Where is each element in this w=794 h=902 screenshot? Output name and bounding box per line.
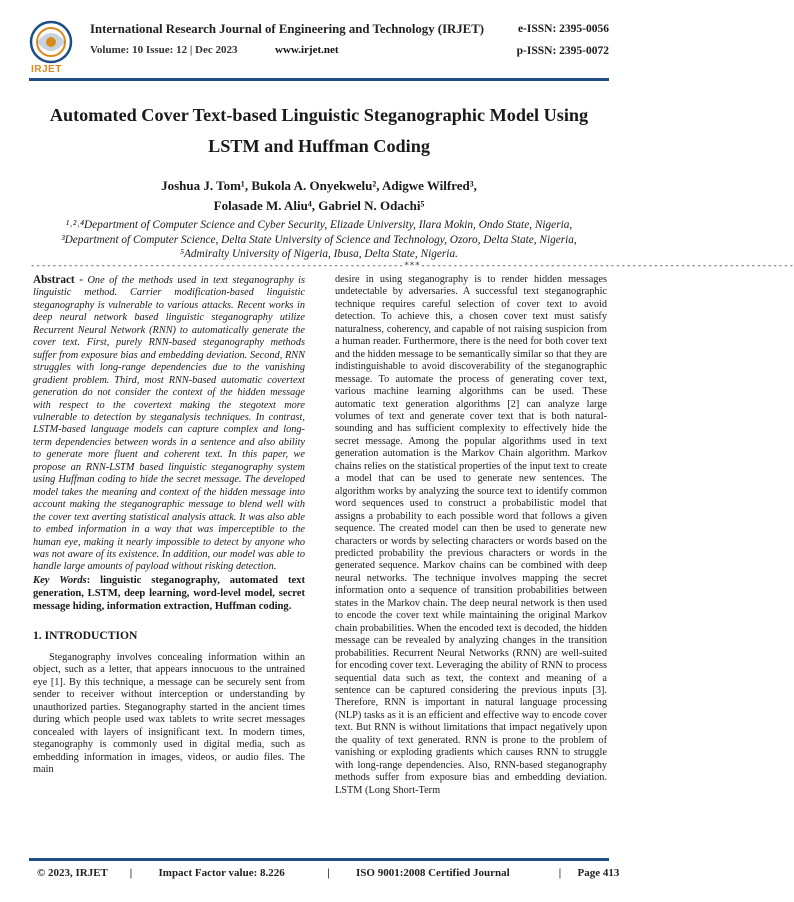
footer-copyright: © 2023, IRJET	[37, 867, 108, 879]
affiliation-3: ⁵Admiralty University of Nigeria, Ibusa, Delta State, Nigeria.	[180, 248, 458, 260]
journal-header	[0, 14, 638, 84]
abstract-label: Abstract -	[33, 274, 84, 286]
affiliation-1: ¹˒²˒⁴Department of Computer Science and Cyber Security, Elizade University, Ilara Mokin, Ondo State, Nigeria,	[65, 219, 573, 231]
abstract	[33, 274, 305, 574]
pissn: p-ISSN: 2395-0072	[516, 45, 609, 57]
left-column	[33, 274, 305, 776]
introduction-paragraph-right: desire in using steganography is to render hidden messages undetectable by adversaries. A successful text steganographic technique requires careful selection of cover text to avoid detection. To achieve this, a chosen cover text must satisfy naturalness, coherency, and capable of not raising suspicion from a human reader. Furthermore, there is the need for both cover text and the hidden message to be semantically similar so that they are indistinguishable to avoid discoverability of the steganographic message. To automate the process of generating cover text, various machine learning algorithms can be used. These automatic text generation algorithms [2] can analyze large volumes of text and generate cover text that is both natural-sounding and has sufficient complexity to effectively hide the secret message. Among the popular algorithms used in text generation automation is the Markov Chain algorithm. Markov chains relies on the statistical properties of the input text to create a model that can be used to generate new sentences. The algorithm works by analyzing the source text to identify common word sequences used to construct a probabilistic model that assigns a probability to each possible word that follows a given sequence. The created model can then be used to generate new characters or words by selecting characters or words based on the predicted probability the previous characters or words in the generated sequence. Markov chains can be combined with deep neural networks. The technique involves mapping the secret information onto a sequence of transition probabilities between states in the Markov chain. The deep neural network is then used to encode the cover text while maintaining the original Markov chain probabilities. When the encoded text is decoded, the hidden message can be revealed by analyzing changes in the transition probabilities. Recurrent Neural Networks (RNN) are well-suited for encoding cover text. Leveraging the ability of RNN to process sequential data such as text, the context and meaning of a sentence can be captured considering the previous inputs [3]. Therefore, RNN is important in natural language processing (NLP) tasks as it is an efficient and effective way to encode cover text. But RNN is without limitations that impact negatively upon the quality of text generated. RNN is prone to the problem of vanishing or exploding gradients which causes RNN to struggle with long-range dependencies. Also, RNN-based steganography methods suffer from exposure bias and embedding deviation. LSTM (Long Short-Term	[335, 274, 607, 796]
introduction-paragraph-left: Steganography involves concealing information within an object, such as a letter, that appears innocuous to the untrained eye [1]. By this technique, a message can be securely sent from sender to receiver without interception or understanding by unauthorized parties. Steganography started in the ancient times during which people used wax tablets to write secret messages concealed with layers of insignificant text. In modern times, steganography is commonly used in digital media, such as embedding information in images, videos, or audio files. The main	[33, 651, 305, 775]
journal-name: International Research Journal of Engineering and Technology (IRJET)	[90, 22, 485, 36]
section-separator: ---------------------------------------------------------------------***---------------------------------------------------------------------	[30, 261, 794, 271]
keywords-text: : linguistic steganography, automated text generation, LSTM, deep learning, word-level model, secret message hiding, information extraction, Huffman coding.	[33, 574, 306, 612]
irjet-logo-icon	[29, 20, 73, 64]
keywords-label: Key Words	[33, 574, 87, 586]
footer-divider	[29, 858, 609, 861]
paper-title: Automated Cover Text-based Linguistic Steganographic Model Using LSTM and Huffman Coding	[49, 105, 589, 156]
footer-separator: |	[327, 867, 330, 879]
authors-line-2: Folasade M. Aliu⁴, Gabriel N. Odachi⁵	[213, 198, 425, 213]
affiliation-2: ³Department of Computer Science, Delta State University of Science and Technology, Ozoro, Delta State, Nigeria,	[61, 233, 577, 246]
logo-text: IRJET	[31, 64, 62, 75]
footer-separator: |	[558, 867, 562, 879]
footer-impact-factor: Impact Factor value: 8.226	[158, 867, 285, 879]
authors-line-1: Joshua J. Tom¹, Bukola A. Onyekwelu², Adigwe Wilfred³,	[161, 178, 477, 193]
abstract-text: One of the methods used in text steganography is linguistic method. Carrier modification-based linguistic steganography is vulnerable to various attacks. Recent works in deep neural network based linguistic steganography utilize Recurrent Neural Network (RNN) to automatically generate the cover text. First, purely RNN-based steganography methods suffer from exposure bias and embedding deviation. Second, RNN struggles with long-range dependencies due to the vanishing gradient problem. Third, most RNN-based automatic covertext generation do not consider the context of the hidden message with respect to the covertext making the stegotext more vulnerable to detection by steganalysis techniques. In contrast, LSTM-based language models can capture complex and long-term dependencies between words in a sentence and also ability to generate more fluent and coherent text. In this paper, we propose an RNN-LSTM based linguistic steganography system using Huffman coding to hide the secret message. The developed model takes the meaning and context of the hidden message into account making the steganographic message to blend well with the cover text averting statistical analysis attack. It was also able to embed information in a way that was imperceptible to the human eye, making it nearly impossible to detect by anyone who was not aware of its existence. In addition, our model was able to handle large amounts of payload without risking detection.	[33, 275, 305, 573]
volume-issue: Volume: 10 Issue: 12 | Dec 2023	[90, 44, 238, 56]
affiliations	[24, 218, 614, 262]
keywords	[33, 574, 305, 613]
eissn: e-ISSN: 2395-0056	[517, 23, 609, 35]
journal-website-link[interactable]: www.irjet.net	[275, 44, 339, 56]
page-footer	[37, 867, 620, 879]
header-divider	[29, 78, 609, 81]
footer-separator: |	[129, 867, 133, 879]
right-column	[335, 274, 607, 797]
author-list	[30, 176, 608, 216]
footer-iso: ISO 9001:2008 Certified Journal	[356, 867, 510, 879]
introduction-heading: 1. INTRODUCTION	[33, 628, 138, 642]
footer-page-number: Page 413	[577, 867, 620, 879]
